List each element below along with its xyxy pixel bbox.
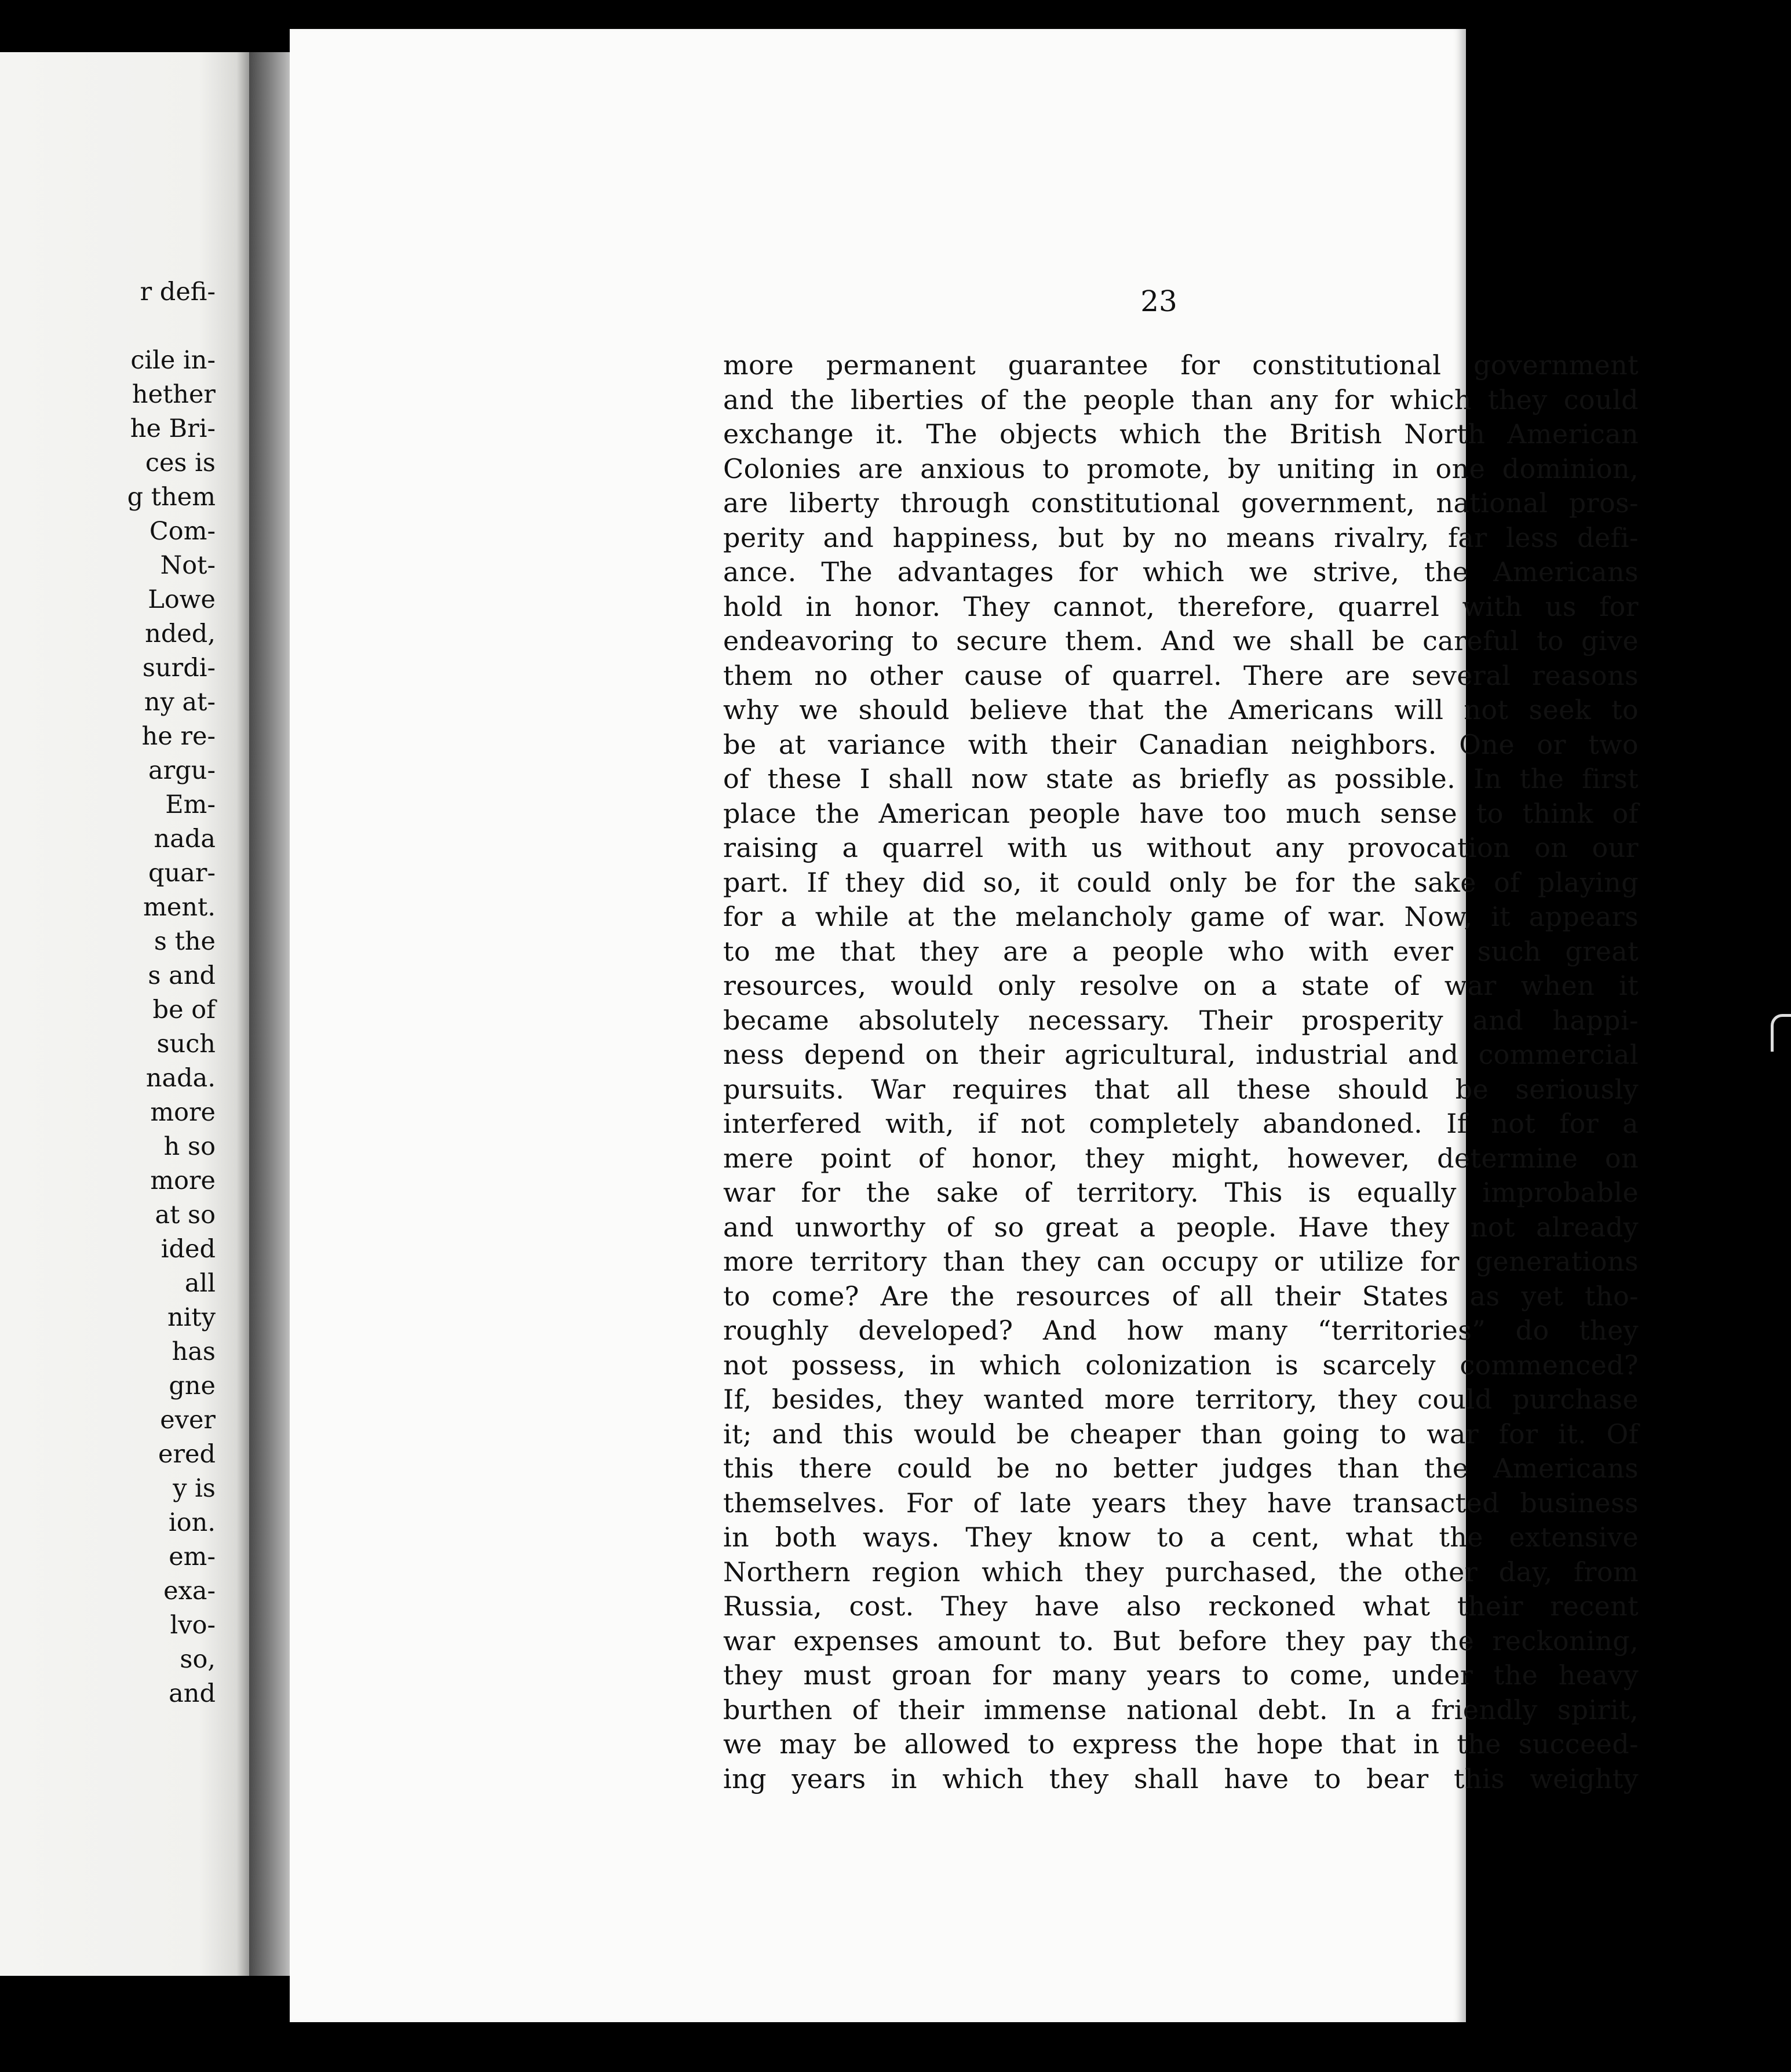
text-line: to come? Are the resources of all their States as yet tho- xyxy=(723,1280,1639,1312)
left-page-line: nded, xyxy=(145,619,216,648)
text-line: interfered with, if not completely abandoned. If not for a xyxy=(723,1108,1639,1139)
left-page-line: Not- xyxy=(160,551,216,580)
left-page-line: so, xyxy=(180,1645,216,1674)
left-page-line: em- xyxy=(169,1542,216,1571)
text-line: them no other cause of quarrel. There are several reasons xyxy=(723,659,1639,691)
text-line: raising a quarrel with us without any provocation on our xyxy=(723,832,1639,863)
left-page-line: cile in- xyxy=(130,346,216,375)
text-line: war expenses amount to. But before they pay the reckoning, xyxy=(723,1625,1639,1657)
text-line: Russia, cost. They have also reckoned what their recent xyxy=(723,1591,1639,1622)
text-line: mere point of honor, they might, however, determine on xyxy=(723,1142,1639,1174)
page-body-text xyxy=(723,348,1639,1796)
left-page-line: he re- xyxy=(141,722,216,751)
text-line: for a while at the melancholy game of war. Now, it appears xyxy=(723,901,1639,932)
text-line: ness depend on their agricultural, industrial and commercial xyxy=(723,1039,1639,1070)
text-line: it; and this would be cheaper than going to war for it. Of xyxy=(723,1418,1639,1450)
left-page-line: ment. xyxy=(143,893,216,922)
text-line: Northern region which they purchased, the other day, from xyxy=(723,1556,1639,1588)
left-page-line: at so xyxy=(155,1201,216,1230)
left-page-line: g them xyxy=(127,483,216,512)
left-page-line: ion. xyxy=(168,1508,216,1537)
text-line: are liberty through constitutional government, national pros- xyxy=(723,487,1639,519)
left-page-line: nity xyxy=(167,1303,216,1332)
left-page-line: hether xyxy=(132,380,216,409)
text-line: they must groan for many years to come, under the heavy xyxy=(723,1659,1639,1691)
text-line: and the liberties of the people than any for which they could xyxy=(723,384,1639,415)
left-page-line: he Bri- xyxy=(130,414,216,443)
text-line: place the American people have too much sense to think of xyxy=(723,797,1639,829)
left-page-line: ces is xyxy=(145,448,216,477)
left-page-line: nada xyxy=(154,825,216,853)
left-page-line: more xyxy=(150,1098,216,1127)
text-line: why we should believe that the Americans will not seek to xyxy=(723,694,1639,725)
left-page-line: Lowe xyxy=(148,585,216,614)
left-page-line: Com- xyxy=(149,517,216,546)
left-page-line: h so xyxy=(163,1132,216,1161)
left-page-line: exa- xyxy=(163,1577,216,1606)
left-page-line: surdi- xyxy=(142,654,216,683)
left-page-line: be of xyxy=(152,995,216,1024)
text-line: to me that they are a people who with ever such great xyxy=(723,935,1639,967)
left-page-text xyxy=(0,275,216,1711)
text-line: exchange it. The objects which the British North American xyxy=(723,418,1639,450)
text-line: became absolutely necessary. Their prosperity and happi- xyxy=(723,1004,1639,1036)
left-page-line: more xyxy=(150,1166,216,1195)
text-line: If, besides, they wanted more territory, they could purchase xyxy=(723,1384,1639,1415)
text-line: hold in honor. They cannot, therefore, quarrel with us for xyxy=(723,590,1639,622)
left-page-line: ided xyxy=(161,1235,216,1264)
left-page-line: nada. xyxy=(145,1064,216,1093)
left-page-line: y is xyxy=(173,1474,216,1503)
left-page xyxy=(0,52,249,1976)
left-page-line: such xyxy=(156,1030,216,1059)
left-page-line: Em- xyxy=(165,790,216,819)
text-line: in both ways. They know to a cent, what the extensive xyxy=(723,1522,1639,1553)
left-page-line: lvo- xyxy=(170,1611,216,1640)
text-line: endeavoring to secure them. And we shall be careful to give xyxy=(723,625,1639,656)
left-page-line: s the xyxy=(154,927,216,956)
left-page-line: s and xyxy=(148,961,216,990)
page-number: 23 xyxy=(1140,284,1177,318)
left-page-line: all xyxy=(184,1269,216,1298)
right-page xyxy=(290,29,1639,2022)
page-edge-mark xyxy=(1771,1014,1791,1052)
text-line: part. If they did so, it could only be for the sake of playing xyxy=(723,866,1639,898)
text-line: pursuits. War requires that all these should be seriously xyxy=(723,1073,1639,1105)
text-line: perity and happiness, but by no means rivalry, far less defi- xyxy=(723,521,1639,553)
left-page-line xyxy=(0,309,216,344)
book-gutter xyxy=(249,52,296,1976)
left-page-line: and xyxy=(169,1679,216,1708)
text-line: Colonies are anxious to promote, by uniting in one dominion, xyxy=(723,453,1639,484)
text-line: ing years in which they shall have to bear this weighty xyxy=(723,1763,1639,1794)
left-page-line: r defi- xyxy=(140,278,216,307)
text-line: burthen of their immense national debt. In a friendly spirit, xyxy=(723,1694,1639,1726)
text-line: war for the sake of territory. This is equally improbable xyxy=(723,1177,1639,1208)
text-line: more territory than they can occupy or utilize for generations xyxy=(723,1246,1639,1277)
text-line: themselves. For of late years they have transacted business xyxy=(723,1487,1639,1519)
text-line: resources, would only resolve on a state of war when it xyxy=(723,970,1639,1001)
text-line: not possess, in which colonization is scarcely commenced? xyxy=(723,1349,1639,1381)
text-line: this there could be no better judges than the Americans xyxy=(723,1453,1639,1484)
left-page-line: quar- xyxy=(148,859,216,888)
text-line: and unworthy of so great a people. Have they not already xyxy=(723,1211,1639,1243)
text-line: we may be allowed to express the hope that in the succeed- xyxy=(723,1728,1639,1760)
left-page-line: has xyxy=(172,1337,216,1366)
left-page-line: gne xyxy=(169,1371,216,1400)
left-page-line: ered xyxy=(158,1440,216,1469)
left-page-line: argu- xyxy=(148,756,216,785)
text-line: roughly developed? And how many “territories” do they xyxy=(723,1315,1639,1346)
text-line: ance. The advantages for which we strive, the Americans xyxy=(723,556,1639,588)
text-line: of these I shall now state as briefly as possible. In the first xyxy=(723,763,1639,794)
left-page-line: ever xyxy=(160,1406,216,1435)
text-line: more permanent guarantee for constitutional government xyxy=(723,349,1639,381)
left-page-line: ny at- xyxy=(144,688,216,717)
text-line: be at variance with their Canadian neighbors. One or two xyxy=(723,728,1639,760)
